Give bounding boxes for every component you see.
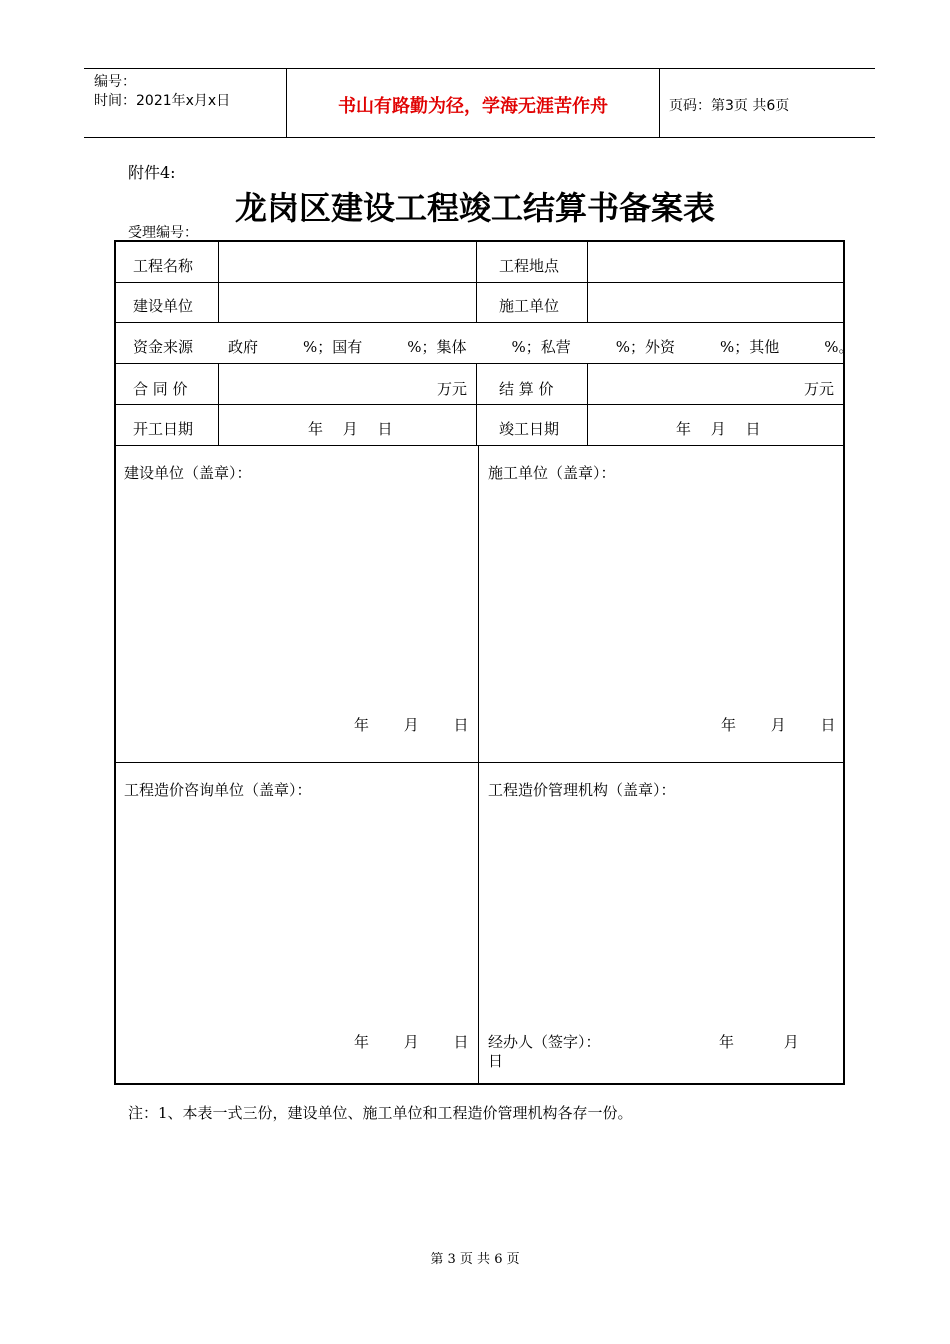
contract-price-label: 合 同 价 — [133, 380, 188, 398]
start-date-value: 年 月 日 — [308, 420, 393, 438]
contract-price-unit: 万元 — [437, 380, 468, 398]
col-divider — [587, 242, 588, 322]
settlement-price-unit: 万元 — [804, 380, 835, 398]
col-divider — [218, 363, 219, 445]
builder-seal-label: 建设单位（盖章）： — [124, 464, 252, 482]
header-meta — [84, 69, 286, 137]
row-divider — [116, 404, 843, 405]
consult-seal-date: 年 月 日 — [354, 1033, 469, 1051]
mgmt-seal-date-year-month: 年 月 — [719, 1033, 799, 1051]
filing-form — [114, 240, 854, 1085]
row-divider — [116, 282, 843, 283]
builder-label: 建设单位 — [133, 297, 194, 315]
document-title: 龙岗区建设工程竣工结算书备案表 — [234, 189, 715, 227]
completion-date-label: 竣工日期 — [499, 420, 560, 438]
contractor-seal-date: 年 月 日 — [721, 716, 836, 734]
completion-date-value: 年 月 日 — [676, 420, 761, 438]
row-divider — [116, 363, 843, 364]
page-footer: 第 3 页 共 6 页 — [430, 1252, 520, 1267]
number-label: 编号： — [94, 74, 136, 90]
builder-seal-date: 年 月 日 — [354, 716, 469, 734]
handler-sign-label: 经办人（签字）： — [488, 1033, 601, 1051]
col-divider — [476, 242, 477, 322]
project-location-label: 工程地点 — [499, 257, 560, 275]
start-date-label: 开工日期 — [133, 420, 194, 438]
col-divider — [478, 445, 479, 1083]
contractor-label: 施工单位 — [499, 297, 560, 315]
project-name-label: 工程名称 — [133, 257, 194, 275]
consult-seal-label: 工程造价咨询单位（盖章）： — [124, 781, 312, 799]
page-header — [84, 68, 875, 138]
row-divider — [116, 762, 843, 763]
row-divider — [116, 322, 843, 323]
acceptance-number-label: 受理编号： — [128, 225, 198, 241]
header-slogan: 书山有路勤为径，学海无涯苦作舟 — [286, 69, 660, 137]
contractor-seal-label: 施工单位（盖章）： — [488, 464, 616, 482]
mgmt-seal-date-day: 日 — [488, 1052, 504, 1070]
settlement-price-label: 结 算 价 — [499, 380, 554, 398]
form-note: 注：1、本表一式三份，建设单位、施工单位和工程造价管理机构各存一份。 — [128, 1104, 633, 1122]
time-label: 时间：2021年x月x日 — [94, 93, 231, 109]
fund-source-breakdown: 政府 %；国有 %；集体 %；私营 %；外资 %；其他 %。 — [228, 338, 854, 356]
col-divider — [587, 363, 588, 445]
col-divider — [218, 242, 219, 322]
attachment-label: 附件4: — [128, 163, 176, 182]
mgmt-seal-label: 工程造价管理机构（盖章）： — [488, 781, 676, 799]
col-divider — [476, 363, 477, 445]
header-page-code: 页码：第3页 共6页 — [669, 98, 790, 114]
row-divider — [116, 445, 843, 446]
fund-source-label: 资金来源 — [133, 338, 194, 356]
